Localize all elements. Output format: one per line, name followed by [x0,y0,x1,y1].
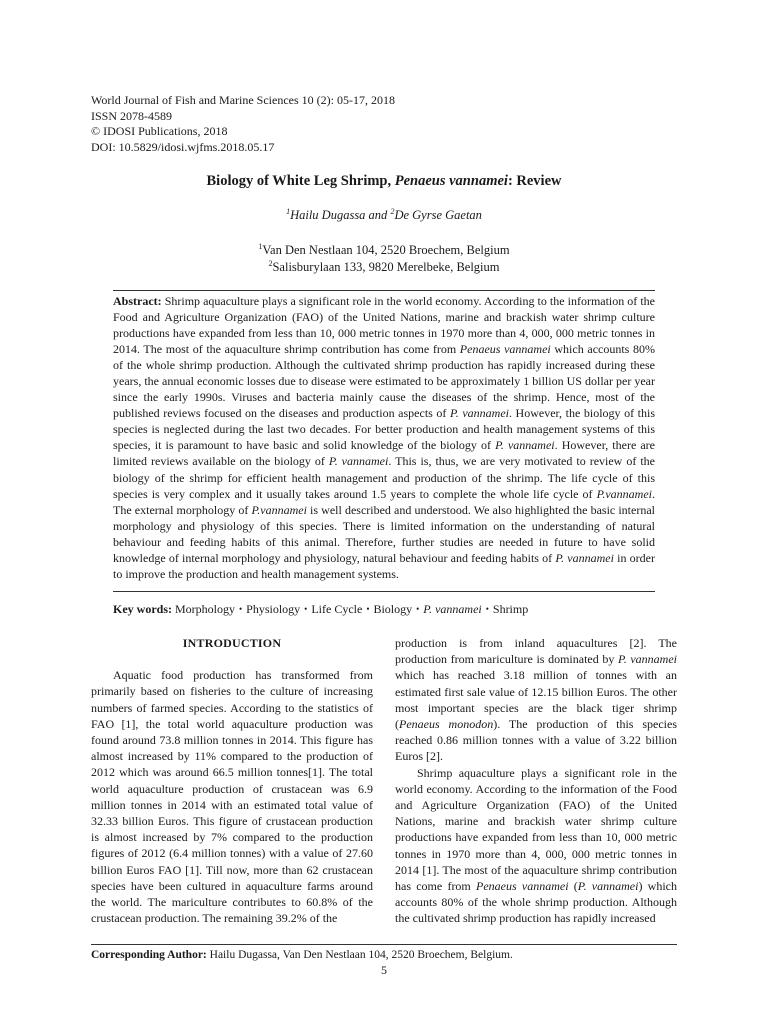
doi: DOI: 10.5829/idosi.wjfms.2018.05.17 [91,139,275,154]
intro-paragraph-continued [395,635,677,765]
abstract-text: . However, the biology of this species is neglected during the last two decades. For better production and health management systems of this species, it is paramount to have basic and solid knowledge of the biology of [113,406,656,453]
intro-paragraph-1: Aquatic food production has transformed from primarily based on fisheries to the culture of increasing numbers of farmed species. According to the statistics of FAO [1], the total world aquaculture production was found around 73.8 million tonnes in 2014. This figure has almost increased by 11% compared to the production of 2012 which was around 66.5 million tonnes[1]. The total world aquaculture production of crustacean was 6.9 million tonnes in 2014 with an estimated total value of 32.33 billion Euros. This figure of crustacean production is almost increased by 7% compared to the production figures of 2012 (6.4 million tonnes) with a value of 27.60 billion Euros FAO [1]. Till now, more than 62 crustacean species have been cultured in aquaculture farms around the world. The mariculture contributes to 60.8% of the crustacean production. The remaining 39.2% of the [91,668,373,926]
keyword-separator: • [239,604,243,614]
affiliation-1 [0,242,768,259]
title-main: Biology of White Leg Shrimp, [206,173,395,189]
author-list [0,208,768,223]
page-number: 5 [381,963,387,977]
abstract [113,293,655,582]
author-1-sup: 1 [286,207,291,216]
keyword-separator: • [416,604,420,614]
author-2: De Gyrse Gaetan [394,208,482,222]
keyword: P. vannamei [423,602,482,616]
paragraph-text: which has reached 3.18 million of tonnes with an estimated first sale value of 12.15 billion Euros. The other most important species are the black tiger shrimp ( [395,668,677,732]
right-column [395,635,677,927]
corresponding-author-label: Corresponding Author: [91,949,207,961]
keyword-separator: • [366,604,370,614]
footer-rule [91,944,677,945]
keyword-separator: • [304,604,308,614]
paragraph-text: ) which accounts 80% of the whole shrimp production. Although the cultivated shrimp production has rapidly increased [395,879,678,926]
abstract-italic: P. vannamei [328,454,389,469]
affiliation-1-text: Van Den Nestlaan 104, 2520 Broechem, Belgium [262,243,510,257]
paragraph-italic: P. vannamei [577,879,639,894]
abstract-italic: Penaeus vannamei [459,342,551,357]
keyword-separator: • [485,604,489,614]
keyword: Physiology [246,602,301,616]
affiliation-1-sup: 1 [258,242,263,251]
keywords [113,601,655,617]
issn: ISSN 2078-4589 [91,108,173,123]
title-suffix: : Review [507,173,562,189]
paper-title [0,173,768,190]
affiliation-2-text: Salisburylaan 133, 9820 Merelbeke, Belgium [272,260,500,274]
paragraph-text: ( [568,879,578,894]
abstract-text: in order to improve the production and health management systems. [113,550,655,581]
intro-paragraph-2 [395,765,677,927]
abstract-text: . However, there are limited reviews available on the biology of [113,438,656,469]
keyword: Morphology [175,602,235,616]
abstract-italic: P. vannamei [449,406,509,421]
keyword: Biology [373,602,413,616]
paragraph-italic: Penaeus monodon [399,717,494,732]
paragraph-text: Shrimp aquaculture plays a significant role in the world economy. According to the information of the Food and Agriculture Organization (FAO) of the United Nations, marine and brackish water shrimp culture productions have expanded from less than 10, 000 metric tonnes in 1970 more than 4, 000, 000 metric tonnes in 2014 [1]. The most of the aquaculture shrimp contribution has come from [395,765,677,894]
abstract-text: . This is, thus, we are very motivated to review of the biology of the shrimp for efficient health management and production of the shrimp. The life cycle of this species is very complex and it usually takes around 1.5 years to complete the whole life cycle of [113,454,655,501]
paragraph-text: ). The production of this species reached 0.86 million tonnes with a value of 3.22 billion Euros [2]. [395,717,677,764]
affiliations [0,242,768,276]
abstract-italic: P.vannamei [596,486,652,501]
title-species: Penaeus vannamei [394,173,508,189]
keywords-label: Key words: [113,602,172,616]
keyword: Life Cycle [311,602,363,616]
copyright: © IDOSI Publications, 2018 [91,124,228,138]
left-column [91,635,373,926]
corresponding-author-text: Hailu Dugassa, Van Den Nestlaan 104, 2520 Broechem, Belgium. [206,949,513,961]
abstract-italic: P. vannamei [555,550,614,565]
paragraph-text: production is from inland aquacultures [2]. The production from mariculture is dominated by [395,636,677,667]
corresponding-author [91,948,677,963]
affiliation-2-sup: 2 [268,259,273,268]
paragraph-italic: Penaeus vannamei [476,879,569,894]
abstract-text: . The external morphology of [113,486,655,517]
abstract-italic: P. vannamei [495,438,555,453]
abstract-text: is well described and understood. We also highlighted the basic internal morphology and physiology of this species. There is limited information on the understanding of natural behaviour and feeding habits of this animal. Therefore, further studies are needed in future to have solid knowledge of internal morphology and physiology, natural behaviour and feeding habits of [113,502,655,565]
section-heading-introduction: INTRODUCTION [182,636,282,650]
keyword: Shrimp [492,602,529,616]
journal-header [91,93,395,155]
journal-citation: World Journal of Fish and Marine Sciences 10 (2): 05-17, 2018 [91,93,395,107]
abstract-italic: P.vannamei [251,502,307,517]
abstract-text: which accounts 80% of the whole shrimp production. Although the cultivated shrimp production has rapidly increased during these years, the annual economic losses due to disease were estimated to be approximately 1 billion US dollar per year since the early 1990s. Viruses and bacteria mainly cause the diseases of the shrimp. Hence, most of the published reviews focused on the diseases and production aspects of [113,342,655,421]
paragraph-italic: P. vannamei [617,652,678,667]
abstract-label: Abstract: [113,294,162,308]
abstract-bottom-rule [113,591,655,592]
affiliation-2 [0,259,768,276]
author-1: Hailu Dugassa and [290,208,391,222]
abstract-text: Shrimp aquaculture plays a significant role in the world economy. According to the information of the Food and Agriculture Organization (FAO) of the United Nations, marine and brackish water shrimp culture productions have expanded from less than 10, 000 metric tonnes in 1970 more than 4, 000, 000 metric tonnes in 2014. The most of the aquaculture shrimp contribution has come from [113,294,655,357]
author-2-sup: 2 [390,207,395,216]
abstract-top-rule [113,290,655,291]
